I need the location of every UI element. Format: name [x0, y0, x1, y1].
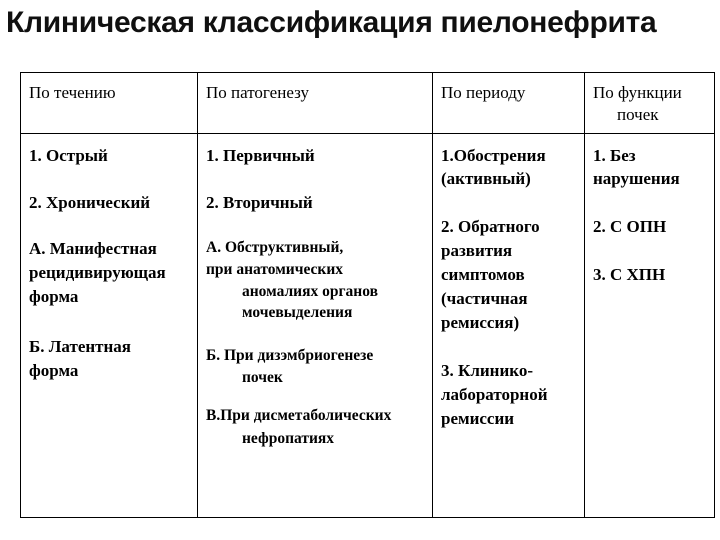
function-normal-line2: нарушения: [593, 169, 680, 188]
period-regression-line5: ремиссия): [441, 313, 520, 332]
period-regression-line4: (частичная: [441, 289, 528, 308]
header-kidney-function-line1: По функции: [593, 83, 682, 102]
period-remission-line1: 3. Клинико-: [441, 361, 533, 380]
header-period: По периоду: [441, 83, 526, 102]
dysembryogenesis-line2: почек: [242, 369, 283, 386]
form-manifest-line1: А. Манифестная: [29, 239, 157, 258]
header-kidney-function-line2: почек: [617, 105, 659, 124]
classification-table: [20, 72, 715, 518]
obstructive-line1: А. Обструктивный,: [206, 239, 344, 256]
period-regression-line3: симптомов: [441, 265, 525, 284]
function-aki: 2. С ОПН: [593, 217, 667, 236]
function-ckd: 3. С ХПН: [593, 265, 666, 284]
dysmetabolic-line1: В.При дисметаболических: [206, 407, 392, 424]
form-manifest-line2: рецидивирующая: [29, 263, 166, 282]
form-manifest-line3: форма: [29, 287, 79, 306]
header-divider: [21, 133, 714, 134]
dysmetabolic-line2: нефропатиях: [242, 430, 335, 447]
course-acute: 1. Острый: [29, 146, 108, 165]
course-chronic: 2. Хронический: [29, 193, 151, 212]
period-exacerbation-line2: (активный): [441, 169, 531, 188]
form-latent-line1: Б. Латентная: [29, 337, 131, 356]
period-regression-line2: развития: [441, 241, 513, 260]
column-divider-1: [197, 73, 198, 517]
column-divider-3: [584, 73, 585, 517]
function-normal-line1: 1. Без: [593, 146, 636, 165]
period-remission-line2: лабораторной: [441, 385, 548, 404]
obstructive-line2: при анатомических: [206, 261, 344, 278]
period-remission-line3: ремиссии: [441, 409, 515, 428]
header-course: По течению: [29, 83, 116, 102]
obstructive-line3: аномалиях органов: [242, 283, 378, 300]
header-pathogenesis: По патогенезу: [206, 83, 309, 102]
period-exacerbation-line1: 1.Обострения: [441, 146, 546, 165]
dysembryogenesis-line1: Б. При дизэмбриогенезе: [206, 347, 374, 364]
form-latent-line2: форма: [29, 361, 79, 380]
pathogenesis-secondary: 2. Вторичный: [206, 193, 313, 212]
column-divider-2: [432, 73, 433, 517]
pathogenesis-primary: 1. Первичный: [206, 146, 315, 165]
period-regression-line1: 2. Обратного: [441, 217, 540, 236]
obstructive-line4: мочевыделения: [242, 304, 353, 321]
page-title: Клиническая классификация пиелонефрита: [6, 6, 657, 39]
